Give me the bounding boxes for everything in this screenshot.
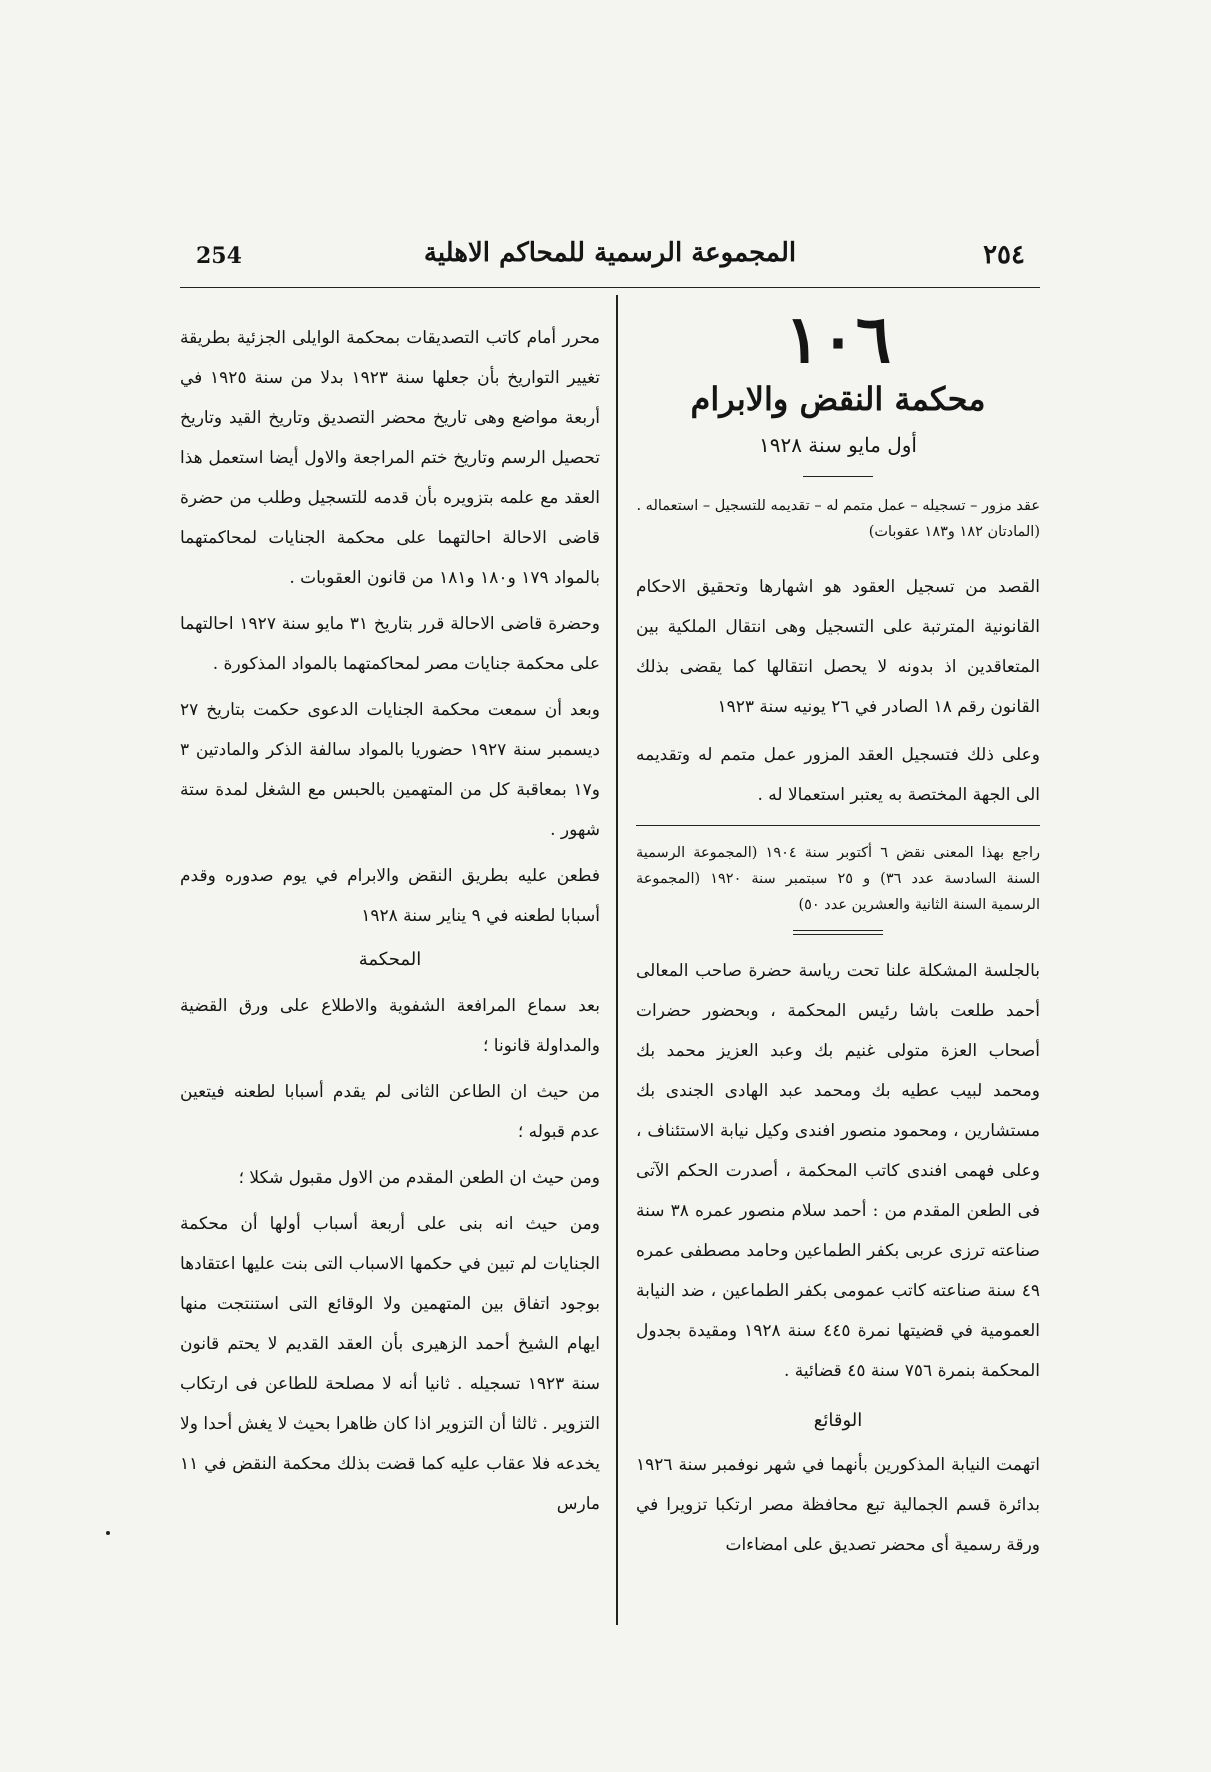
body-paragraph: وحضرة قاضى الاحالة قرر بتاريخ ٣١ مايو سنة ١٩٢٧ احالتهما على محكمة جنايات مصر لمحاكمتهما بالمواد المذكورة . — [180, 614, 601, 674]
divider — [803, 476, 873, 477]
body-paragraph: بعد سماع المرافعة الشفوية والاطلاع على ورق القضية والمداولة قانونا ؛ — [180, 996, 600, 1056]
principle-paragraph: وعلى ذلك فتسجيل العقد المزور عمل متمم له وتقديمه الى الجهة المختصة به يعتبر استعمالا له . — [636, 745, 1040, 805]
right-column — [636, 302, 1040, 1565]
running-title: المجموعة الرسمية للمحاكم الاهلية — [423, 238, 797, 268]
body-paragraph: ومن حيث ان الطعن المقدم من الاول مقبول شكلا ؛ — [238, 1168, 600, 1188]
body-paragraph: وبعد أن سمعت محكمة الجنايات الدعوى حكمت بتاريخ ٢٧ ديسمبر سنة ١٩٢٧ حضوريا بالمواد سالفة الذكر والمادتين ٣ و١٧ بمعاقبة كل من المتهمين بالحبس مع الشغل لمدة ستة شهور . — [180, 700, 600, 840]
double-divider — [793, 930, 883, 935]
left-column — [180, 318, 600, 1530]
session-paragraph: بالجلسة المشكلة علنا تحت رياسة حضرة صاحب المعالى أحمد طلعت باشا رئيس المحكمة ، وبحضور حضرات أصحاب العزة متولى غنيم بك وعبد العزيز محمد بك ومحمد لبيب عطيه بك ومحمد عبد الهادى الجندى بك مستشارين ، ومحمود منصور افندى وكيل نيابة الاستئناف ، وعلى فهمى افندى كاتب المحكمة ، أصدرت الحكم الآتى فى الطعن المقدم من : أحمد سلام منصور عمره ٣٨ سنة صناعته ترزى عربى بكفر الطماعين وحامد مصطفى عمره ٤٩ سنة صناعته كاتب عمومى بكفر الطماعين ، ضد النيابة العمومية في قضيتها نمرة ٤٤٥ سنة ١٩٢٨ ومقيدة بجدول المحكمة بنمرة ٧٥٦ سنة ٤٥ قضائية . — [636, 961, 1041, 1381]
page-number-arabic: ٢٥٤ — [983, 240, 1025, 270]
facts-paragraph: اتهمت النيابة المذكورين بأنهما في شهر نوفمبر سنة ١٩٢٦ بدائرة قسم الجمالية تبع محافظة مصر ارتكبا تزويرا في ورقة رسمية أى محضر تصديق على امضاءات — [636, 1455, 1040, 1555]
scan-speck — [106, 1531, 110, 1535]
page-number-latin: 254 — [196, 243, 242, 269]
body-paragraph: فطعن عليه بطريق النقض والابرام في يوم صدوره وقدم أسبابا لطعنه في ٩ يناير سنة ١٩٢٨ — [180, 866, 600, 926]
court-name: محكمة النقض والابرام — [690, 380, 986, 418]
case-number: ١٠٦ — [784, 300, 892, 378]
header-rule — [180, 287, 1040, 288]
headnote: عقد مزور – تسجيله – عمل متمم له – تقديمه للتسجيل – استعماله . (المادتان ١٨٢ و١٨٣ عقوبات) — [636, 498, 1040, 540]
case-date: أول مايو سنة ١٩٢٨ — [758, 433, 917, 457]
divider — [636, 825, 1040, 826]
reference-note: راجع بهذا المعنى نقض ٦ أكتوبر سنة ١٩٠٤ (المجموعة الرسمية السنة السادسة عدد ٣٦) و ٢٥ سبتمبر سنة ١٩٢٠ (المجموعة الرسمية السنة الثانية والعشرين عدد ٥٠) — [636, 845, 1040, 913]
body-paragraph: من حيث ان الطاعن الثانى لم يقدم أسبابا لطعنه فيتعين عدم قبوله ؛ — [180, 1082, 600, 1142]
court-heading: المحكمة — [358, 949, 422, 970]
body-paragraph: محرر أمام كاتب التصديقات بمحكمة الوايلى الجزئية بطريقة تغيير التواريخ بأن جعلها سنة ١٩٢٣ بدلا من سنة ١٩٢٥ في أربعة مواضع وهى تاريخ محضر التصديق وتاريخ القيد وتاريخ تحصيل الرسم وتاريخ ختم المراجعة والاول أيضا استعمل هذا العقد مع علمه بتزويره بأن قدمه للتسجيل وطلب من حضرة قاضى الاحالة احالتهما على محكمة الجنايات لمحاكمتهما بالمواد ١٧٩ و١٨٠ و١٨١ من قانون العقوبات . — [180, 328, 600, 588]
body-paragraph: ومن حيث انه بنى على أربعة أسباب أولها أن محكمة الجنايات لم تبين في حكمها الاسباب التى بنت عليها اعتقادها بوجود اتفاق بين المتهمين ولا الوقائع التى استنتجت منها ايهام الشيخ أحمد الزهيرى بأن العقد القديم لا يحتم قانون سنة ١٩٢٣ تسجيله . ثانيا أنه لا مصلحة للطاعن فى ارتكاب التزوير . ثالثا أن التزوير اذا كان ظاهرا بحيث لا يغش أحدا ولا يخدعه فلا عقاب عليه كما قضت بذلك محكمة النقض في ١١ مارس — [180, 1214, 600, 1514]
facts-heading: الوقائع — [813, 1410, 863, 1431]
column-divider — [616, 295, 618, 1625]
principle-paragraph: القصد من تسجيل العقود هو اشهارها وتحقيق الاحكام القانونية المترتبة على التسجيل وهى انتقال الملكية بين المتعاقدين اذ بدونه لا يحصل انتقالها كما يقضى بذلك القانون رقم ١٨ الصادر في ٢٦ يونيه سنة ١٩٢٣ — [636, 577, 1040, 717]
